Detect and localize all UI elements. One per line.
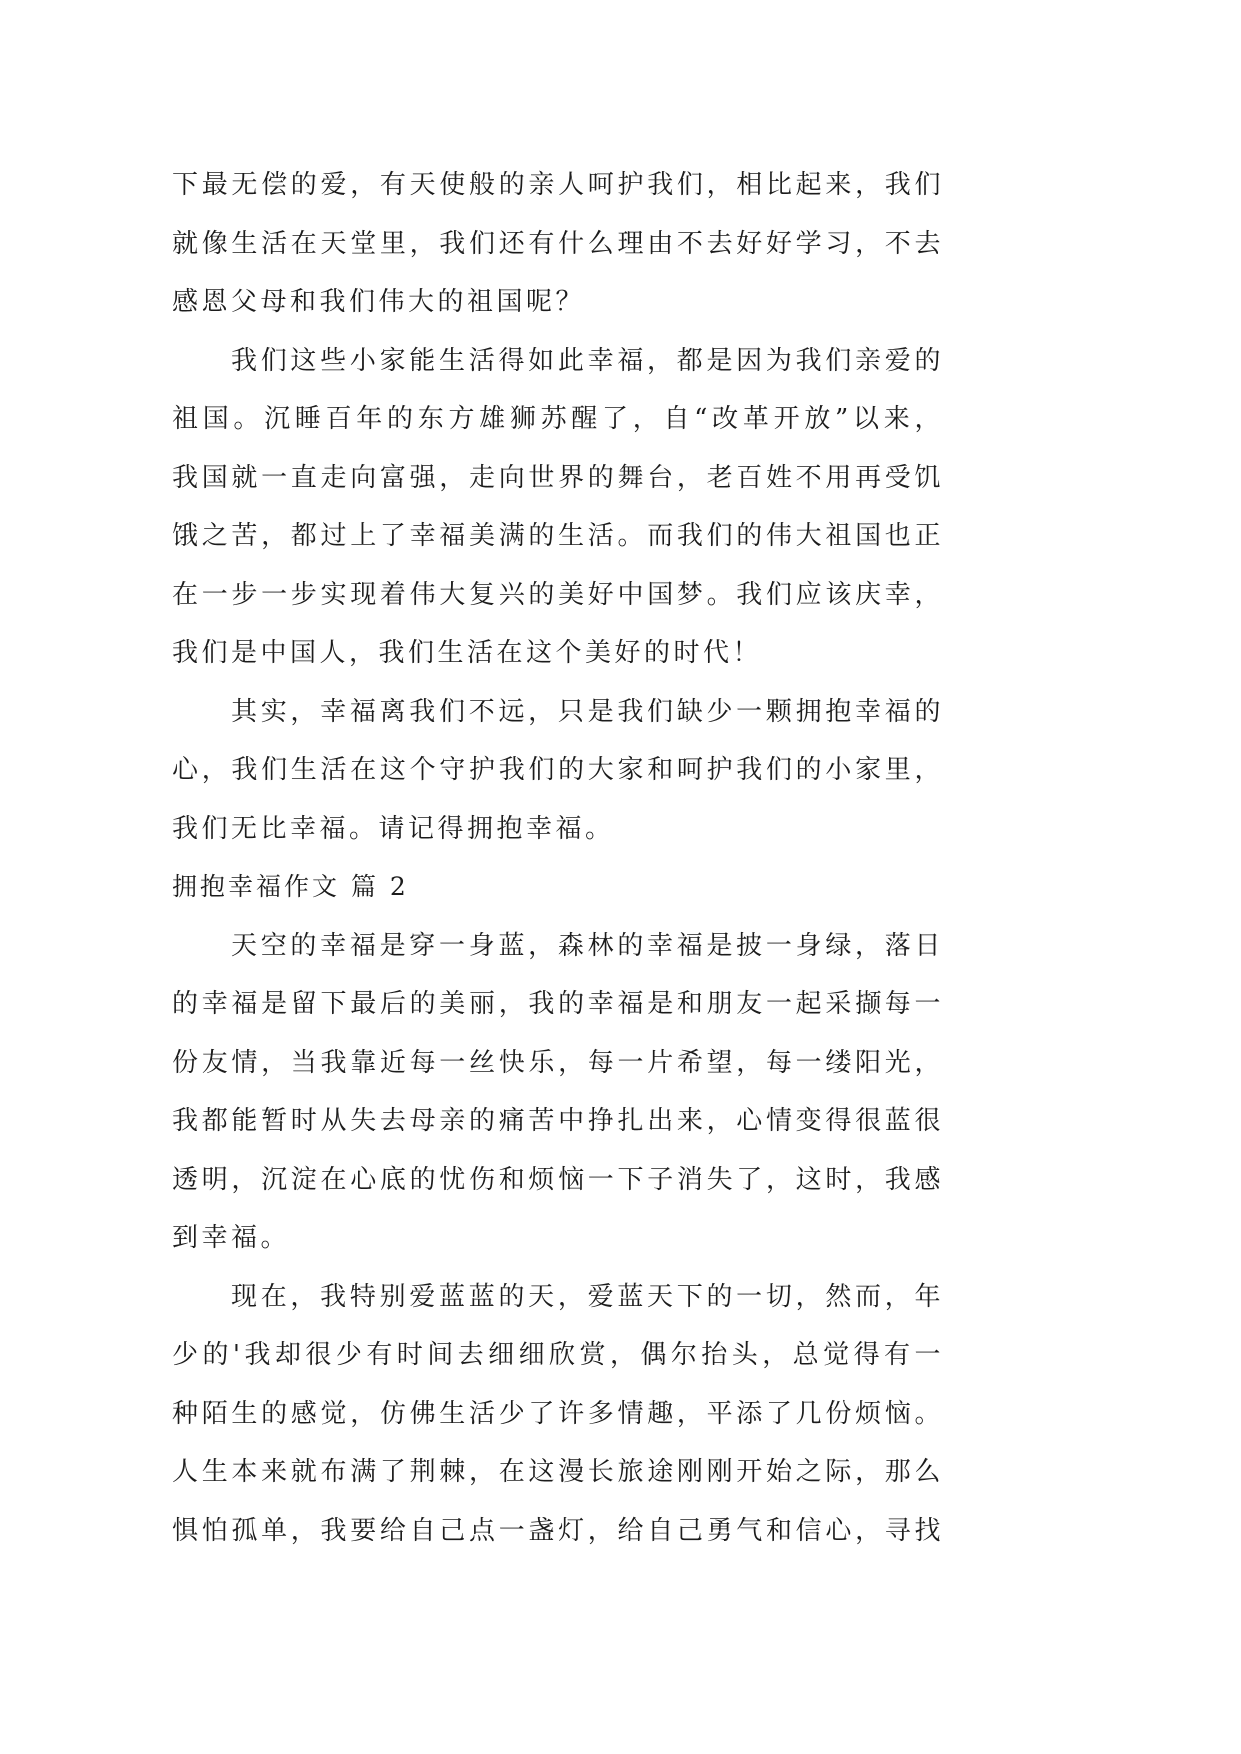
- paragraph-line: 在一步一步实现着伟大复兴的美好中国梦。我们应该庆幸，: [172, 579, 944, 610]
- paragraph-line: 下最无偿的爱，有天使般的亲人呵护我们，相比起来，我们: [172, 170, 944, 200]
- paragraph-line: 的幸福是留下最后的美丽，我的幸福是和朋友一起采撷每一: [172, 989, 944, 1019]
- paragraph-line: 祖国。沉睡百年的东方雄狮苏醒了，自“改革开放”以来，: [172, 404, 944, 434]
- paragraph: [172, 156, 944, 332]
- paragraph-line: 心，我们生活在这个守护我们的大家和呵护我们的小家里，: [172, 755, 944, 785]
- paragraph-line: 种陌生的感觉，仿佛生活少了许多情趣，平添了几份烦恼。: [172, 1398, 944, 1429]
- paragraph-line: 到幸福。: [172, 1223, 291, 1253]
- paragraph-line: 我们无比幸福。请记得拥抱幸福。: [172, 813, 615, 844]
- paragraph-line: 份友情，当我靠近每一丝快乐，每一片希望，每一缕阳光，: [172, 1047, 944, 1078]
- paragraph-line: 惧怕孤单，我要给自己点一盏灯，给自己勇气和信心，寻找: [172, 1515, 944, 1546]
- paragraph-line: 透明，沉淀在心底的忧伤和烦恼一下子消失了，这时，我感: [172, 1164, 944, 1195]
- paragraph-line: 我们是中国人，我们生活在这个美好的时代！: [172, 638, 763, 668]
- paragraph: [172, 917, 944, 1268]
- paragraph: [172, 332, 944, 683]
- paragraph-line: 饿之苦，都过上了幸福美满的生活。而我们的伟大祖国也正: [172, 521, 944, 551]
- paragraph-line: 天空的幸福是穿一身蓝，森林的幸福是披一身绿，落日: [231, 930, 944, 961]
- paragraph-line: 就像生活在天堂里，我们还有什么理由不去好好学习，不去: [172, 228, 944, 259]
- paragraph-line: 我们这些小家能生活得如此幸福，都是因为我们亲爱的: [231, 345, 944, 376]
- paragraph-line: 现在，我特别爱蓝蓝的天，爱蓝天下的一切，然而，年: [231, 1281, 944, 1312]
- paragraph-line: 感恩父母和我们伟大的祖国呢？: [172, 287, 586, 317]
- paragraph-line: 其实，幸福离我们不远，只是我们缺少一颗拥抱幸福的: [231, 696, 944, 727]
- paragraph: [172, 1268, 944, 1561]
- paragraph: [172, 683, 944, 859]
- document-body: [172, 156, 944, 1560]
- paragraph-line: 我国就一直走向富强，走向世界的舞台，老百姓不用再受饥: [172, 462, 944, 493]
- paragraph-line: 我都能暂时从失去母亲的痛苦中挣扎出来，心情变得很蓝很: [172, 1106, 944, 1136]
- paragraph-line: 少的'我却很少有时间去细细欣赏，偶尔抬头，总觉得有一: [172, 1340, 944, 1370]
- section-heading: 拥抱幸福作文 篇 2: [172, 872, 409, 901]
- paragraph-line: 人生本来就布满了荆棘，在这漫长旅途刚刚开始之际，那么: [172, 1457, 944, 1487]
